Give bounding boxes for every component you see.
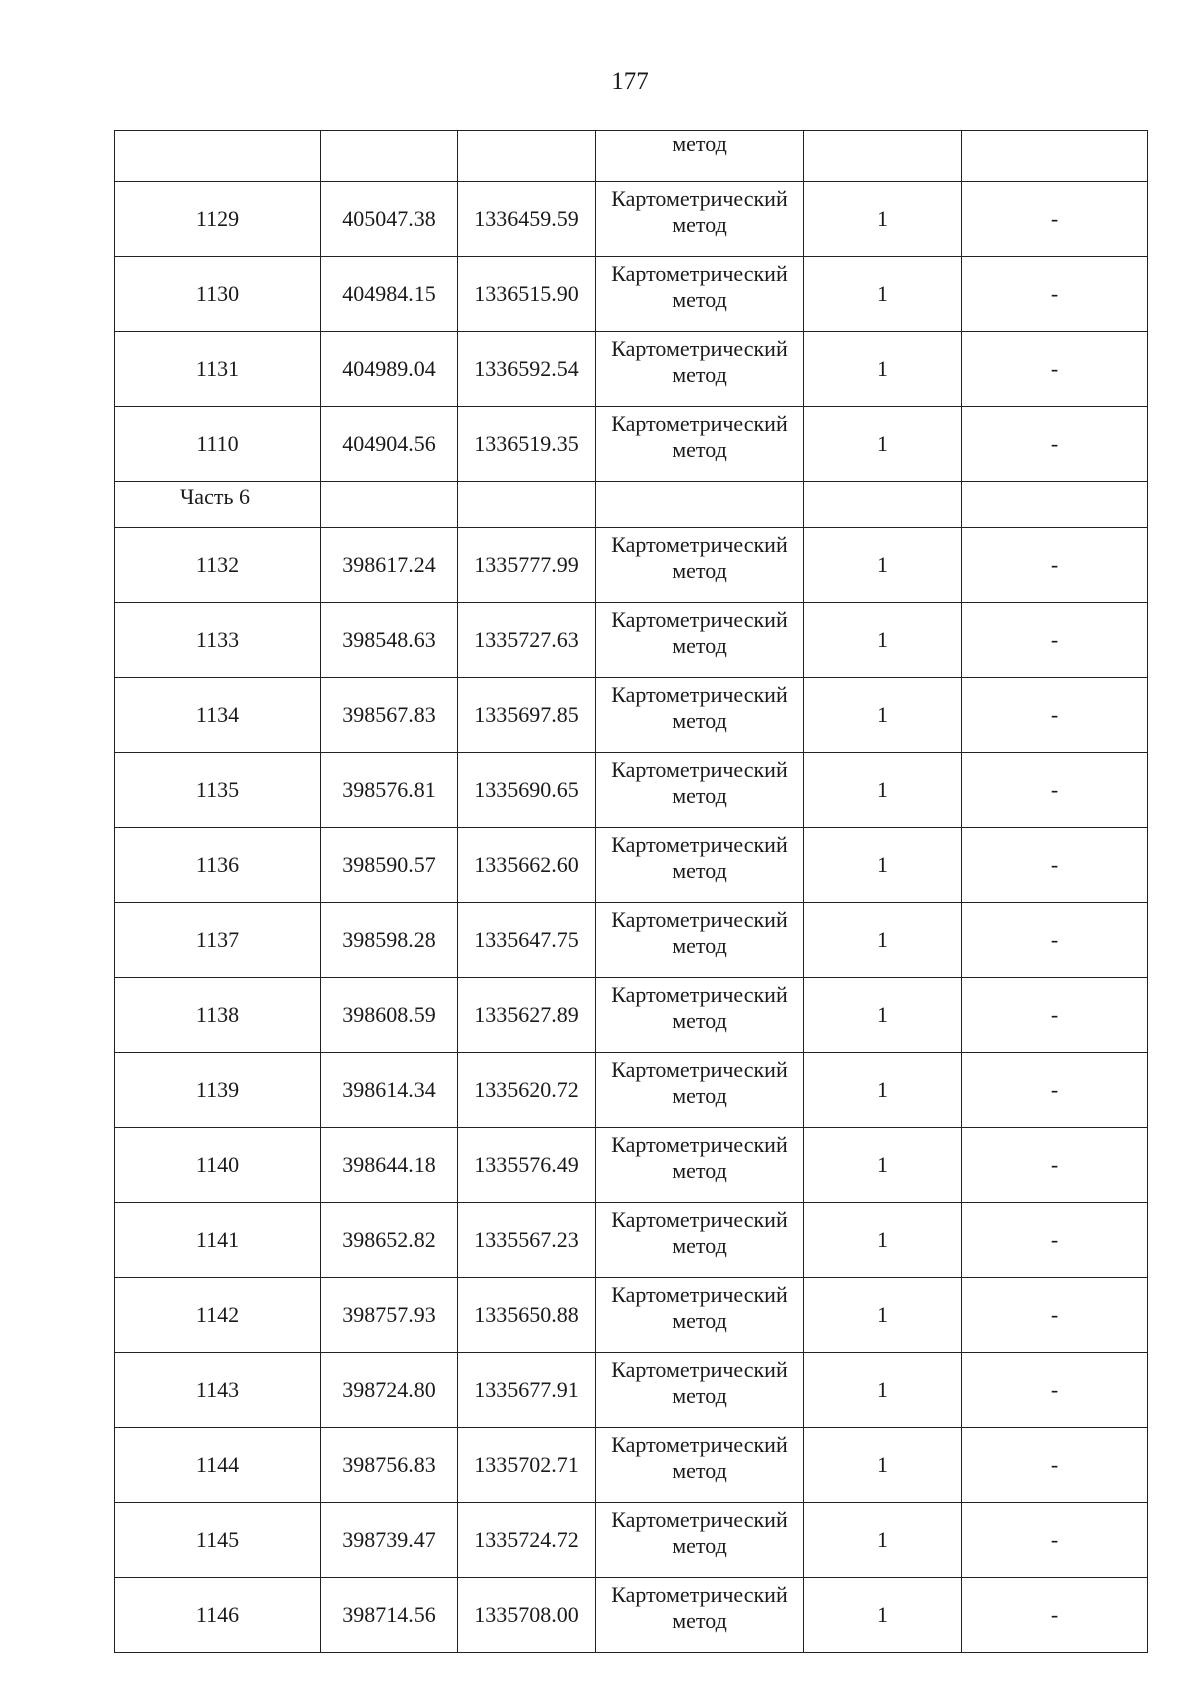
method-text-line: Картометрический [611,982,788,1007]
cell-note [962,131,1148,182]
section-empty-cell [458,482,596,528]
cell-method [596,603,804,678]
method-text-line: метод [672,1233,727,1258]
cell-point-id: 1134 [115,678,321,753]
cell-point-id: 1139 [115,1053,321,1128]
cell-point-id: 1141 [115,1203,321,1278]
table-row [115,407,1148,482]
method-text-line: Картометрический [611,1432,788,1457]
table-body [115,131,1148,1653]
cell-note: - [962,528,1148,603]
cell-accuracy: 1 [804,603,962,678]
cell-method [596,903,804,978]
cell-note: - [962,978,1148,1053]
cell-accuracy: 1 [804,332,962,407]
cell-accuracy: 1 [804,978,962,1053]
method-text-line: метод [672,287,727,312]
section-empty-cell [596,482,804,528]
table-row [115,182,1148,257]
cell-x: 405047.38 [321,182,458,257]
cell-point-id: 1110 [115,407,321,482]
cell-y: 1335627.89 [458,978,596,1053]
method-text-line: метод [672,633,727,658]
method-text-line: Картометрический [611,1057,788,1082]
table-row [115,1503,1148,1578]
cell-x: 404984.15 [321,257,458,332]
cell-note: - [962,1428,1148,1503]
cell-x: 398614.34 [321,1053,458,1128]
table-row [115,1578,1148,1653]
method-text-line: Картометрический [611,1582,788,1607]
cell-y: 1335567.23 [458,1203,596,1278]
method-text-line: метод [672,1158,727,1183]
cell-method [596,528,804,603]
cell-y: 1336519.35 [458,407,596,482]
cell-y: 1335620.72 [458,1053,596,1128]
method-text-line: метод [672,858,727,883]
method-text-line: Картометрический [611,1282,788,1307]
cell-x: 398652.82 [321,1203,458,1278]
cell-y: 1335724.72 [458,1503,596,1578]
cell-accuracy: 1 [804,1578,962,1653]
table-row [115,903,1148,978]
cell-method: метод [596,131,804,182]
cell-accuracy: 1 [804,753,962,828]
cell-note: - [962,332,1148,407]
cell-note: - [962,1203,1148,1278]
cell-method [596,978,804,1053]
cell-method [596,257,804,332]
table-row [115,257,1148,332]
cell-point-id: 1131 [115,332,321,407]
cell-y: 1335650.88 [458,1278,596,1353]
method-text-line: метод [672,1458,727,1483]
table-row [115,1353,1148,1428]
cell-point-id: 1133 [115,603,321,678]
method-text-line: метод [672,1083,727,1108]
cell-accuracy: 1 [804,1428,962,1503]
method-text-line: Картометрический [611,336,788,361]
cell-note: - [962,1128,1148,1203]
cell-note: - [962,182,1148,257]
section-empty-cell [804,482,962,528]
cell-note: - [962,257,1148,332]
method-text-line: Картометрический [611,261,788,286]
cell-method [596,182,804,257]
method-text-line: метод [672,212,727,237]
cell-note: - [962,603,1148,678]
cell-y: 1335727.63 [458,603,596,678]
section-empty-cell [962,482,1148,528]
method-text-line: Картометрический [611,186,788,211]
cell-note: - [962,753,1148,828]
cell-x: 398598.28 [321,903,458,978]
cell-y: 1335697.85 [458,678,596,753]
table-row [115,1203,1148,1278]
table-row [115,678,1148,753]
method-text-line: Картометрический [611,532,788,557]
cell-y: 1336592.54 [458,332,596,407]
cell-method [596,332,804,407]
cell-x: 398590.57 [321,828,458,903]
cell-x: 398739.47 [321,1503,458,1578]
cell-note: - [962,407,1148,482]
method-text-line: метод [672,1383,727,1408]
cell-x: 398756.83 [321,1428,458,1503]
table-row [115,603,1148,678]
cell-accuracy: 1 [804,257,962,332]
coordinates-table [114,130,1148,1653]
cell-accuracy: 1 [804,407,962,482]
cell-method [596,1278,804,1353]
method-text-line: метод [672,1608,727,1633]
cell-method [596,678,804,753]
method-text-line: Картометрический [611,832,788,857]
table-row [115,332,1148,407]
cell-method [596,1203,804,1278]
cell-x: 398757.93 [321,1278,458,1353]
cell-note: - [962,678,1148,753]
cell-method [596,1578,804,1653]
continuation-row [115,131,1148,182]
cell-method [596,1128,804,1203]
method-text-line: метод [672,783,727,808]
cell-x: 398576.81 [321,753,458,828]
cell-accuracy [804,131,962,182]
cell-y: 1335777.99 [458,528,596,603]
page-number: 177 [611,68,649,95]
method-text-line: метод [672,362,727,387]
cell-method [596,828,804,903]
table-row [115,828,1148,903]
cell-accuracy: 1 [804,1278,962,1353]
cell-x: 404989.04 [321,332,458,407]
cell-note: - [962,1578,1148,1653]
cell-method [596,1503,804,1578]
cell-x: 398644.18 [321,1128,458,1203]
cell-x: 398724.80 [321,1353,458,1428]
method-text-line: Картометрический [611,1507,788,1532]
cell-method [596,1353,804,1428]
method-text-line: метод [672,1533,727,1558]
cell-accuracy: 1 [804,182,962,257]
cell-note: - [962,1503,1148,1578]
cell-point-id: 1137 [115,903,321,978]
section-row [115,482,1148,528]
cell-x: 404904.56 [321,407,458,482]
cell-point-id: 1138 [115,978,321,1053]
method-text-line: метод [672,1308,727,1333]
cell-y: 1335576.49 [458,1128,596,1203]
cell-point-id: 1130 [115,257,321,332]
cell-y: 1336459.59 [458,182,596,257]
cell-accuracy: 1 [804,1053,962,1128]
method-text-line: Картометрический [611,1207,788,1232]
cell-y: 1335690.65 [458,753,596,828]
table-row [115,528,1148,603]
cell-note: - [962,903,1148,978]
cell-method [596,1053,804,1128]
method-text-line: Картометрический [611,682,788,707]
section-label: Часть 6 [115,482,321,528]
table-row [115,1128,1148,1203]
cell-y: 1335647.75 [458,903,596,978]
cell-x: 398714.56 [321,1578,458,1653]
cell-accuracy: 1 [804,1128,962,1203]
method-text-line: Картометрический [611,1357,788,1382]
method-text-line: Картометрический [611,907,788,932]
cell-y: 1335662.60 [458,828,596,903]
cell-point-id: 1145 [115,1503,321,1578]
cell-y: 1336515.90 [458,257,596,332]
cell-note: - [962,828,1148,903]
cell-note: - [962,1353,1148,1428]
table-row [115,753,1148,828]
cell-point-id: 1146 [115,1578,321,1653]
cell-accuracy: 1 [804,903,962,978]
cell-point-id: 1144 [115,1428,321,1503]
table-row [115,1428,1148,1503]
cell-accuracy: 1 [804,678,962,753]
method-text-line: Картометрический [611,1132,788,1157]
cell-point-id [115,131,321,182]
method-text-line: метод [672,437,727,462]
table-row [115,978,1148,1053]
section-empty-cell [321,482,458,528]
cell-y: 1335702.71 [458,1428,596,1503]
method-text-line: Картометрический [611,411,788,436]
method-text-line: Картометрический [611,607,788,632]
cell-point-id: 1136 [115,828,321,903]
method-text-line: Картометрический [611,757,788,782]
cell-accuracy: 1 [804,528,962,603]
cell-method [596,753,804,828]
method-text-line: метод [672,708,727,733]
method-text-line: метод [672,933,727,958]
table-row [115,1053,1148,1128]
cell-point-id: 1142 [115,1278,321,1353]
method-text-line: метод [672,558,727,583]
cell-method [596,1428,804,1503]
cell-point-id: 1129 [115,182,321,257]
table-row [115,1278,1148,1353]
cell-accuracy: 1 [804,828,962,903]
cell-method [596,407,804,482]
cell-x: 398617.24 [321,528,458,603]
cell-point-id: 1143 [115,1353,321,1428]
cell-point-id: 1135 [115,753,321,828]
cell-accuracy: 1 [804,1353,962,1428]
cell-accuracy: 1 [804,1503,962,1578]
cell-y: 1335677.91 [458,1353,596,1428]
cell-x: 398548.63 [321,603,458,678]
cell-note: - [962,1053,1148,1128]
cell-x: 398608.59 [321,978,458,1053]
cell-point-id: 1140 [115,1128,321,1203]
cell-point-id: 1132 [115,528,321,603]
cell-y: 1335708.00 [458,1578,596,1653]
method-text-line: метод [672,1008,727,1033]
cell-x: 398567.83 [321,678,458,753]
cell-accuracy: 1 [804,1203,962,1278]
cell-y [458,131,596,182]
cell-x [321,131,458,182]
cell-note: - [962,1278,1148,1353]
